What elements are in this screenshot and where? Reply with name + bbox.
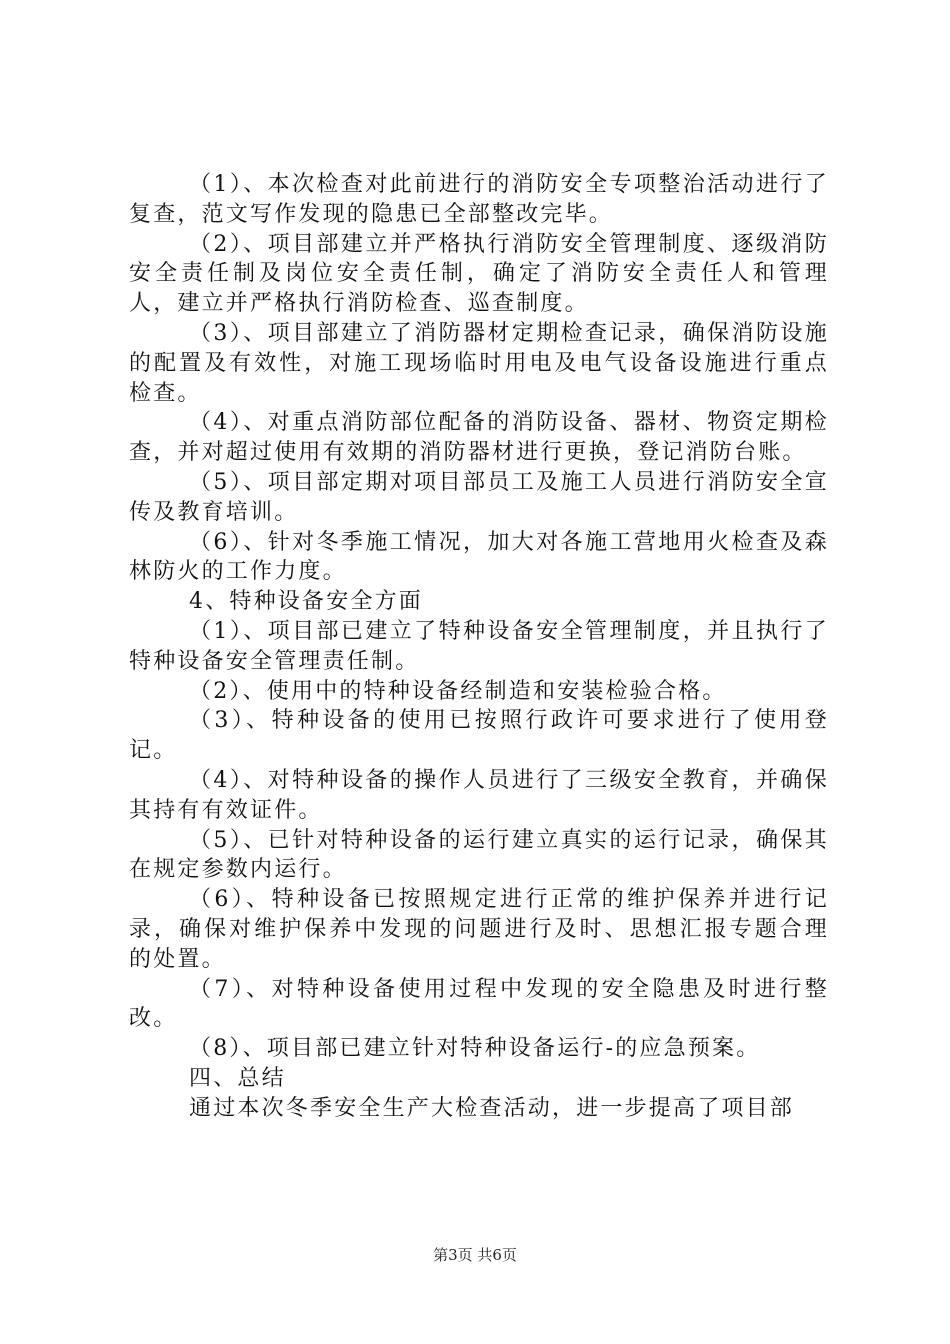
section-heading-special-equipment: 4、特种设备安全方面	[189, 589, 423, 615]
paragraph-equipment-2: （2）、使用中的特种设备经制造和安装检验合格。	[189, 678, 727, 704]
paragraph-fire-3: （3）、项目部建立了消防器材定期检查记录，确保消防设施的配置及有效性，对施工现场临时用电及电气设备设施进行重点检查。	[129, 320, 829, 406]
paragraph-equipment-8: （8）、项目部已建立针对特种设备运行-的应急预案。	[189, 1036, 761, 1062]
page-number-footer: 第3页 共6页	[433, 1246, 517, 1264]
paragraph-equipment-4: （4）、对特种设备的操作人员进行了三级安全教育，并确保其持有有效证件。	[129, 767, 829, 823]
paragraph-equipment-5: （5）、已针对特种设备的运行建立真实的运行记录，确保其在规定参数内运行。	[129, 827, 829, 883]
paragraph-fire-4: （4）、对重点消防部位配备的消防设备、器材、物资定期检查，并对超过使用有效期的消防器材进行更换，登记消防台账。	[129, 410, 829, 466]
paragraph-equipment-3: （3）、特种设备的使用已按照行政许可要求进行了使用登记。	[129, 708, 829, 764]
paragraph-summary: 通过本次冬季安全生产大检查活动，进一步提高了项目部	[189, 1095, 795, 1121]
paragraph-equipment-1: （1）、项目部已建立了特种设备安全管理制度，并且执行了特种设备安全管理责任制。	[129, 618, 829, 674]
paragraph-fire-1: （1）、本次检查对此前进行的消防安全专项整治活动进行了复查，范文写作发现的隐患已全部整改完毕。	[129, 172, 829, 227]
paragraph-fire-2: （2）、项目部建立并严格执行消防安全管理制度、逐级消防安全责任制及岗位安全责任制，确定了消防安全责任人和管理人，建立并严格执行消防检查、巡查制度。	[129, 231, 829, 317]
document-body	[129, 170, 829, 1124]
paragraph-equipment-7: （7）、对特种设备使用过程中发现的安全隐患及时进行整改。	[129, 976, 829, 1032]
paragraph-fire-5: （5）、项目部定期对项目部员工及施工人员进行消防安全宣传及教育培训。	[129, 469, 829, 525]
section-heading-summary: 四、总结	[189, 1065, 286, 1091]
paragraph-fire-6: （6）、针对冬季施工情况，加大对各施工营地用火检查及森林防火的工作力度。	[129, 529, 829, 585]
paragraph-equipment-6: （6）、特种设备已按照规定进行正常的维护保养并进行记录，确保对维护保养中发现的问题进行及时、思想汇报专题合理的处置。	[129, 887, 829, 972]
